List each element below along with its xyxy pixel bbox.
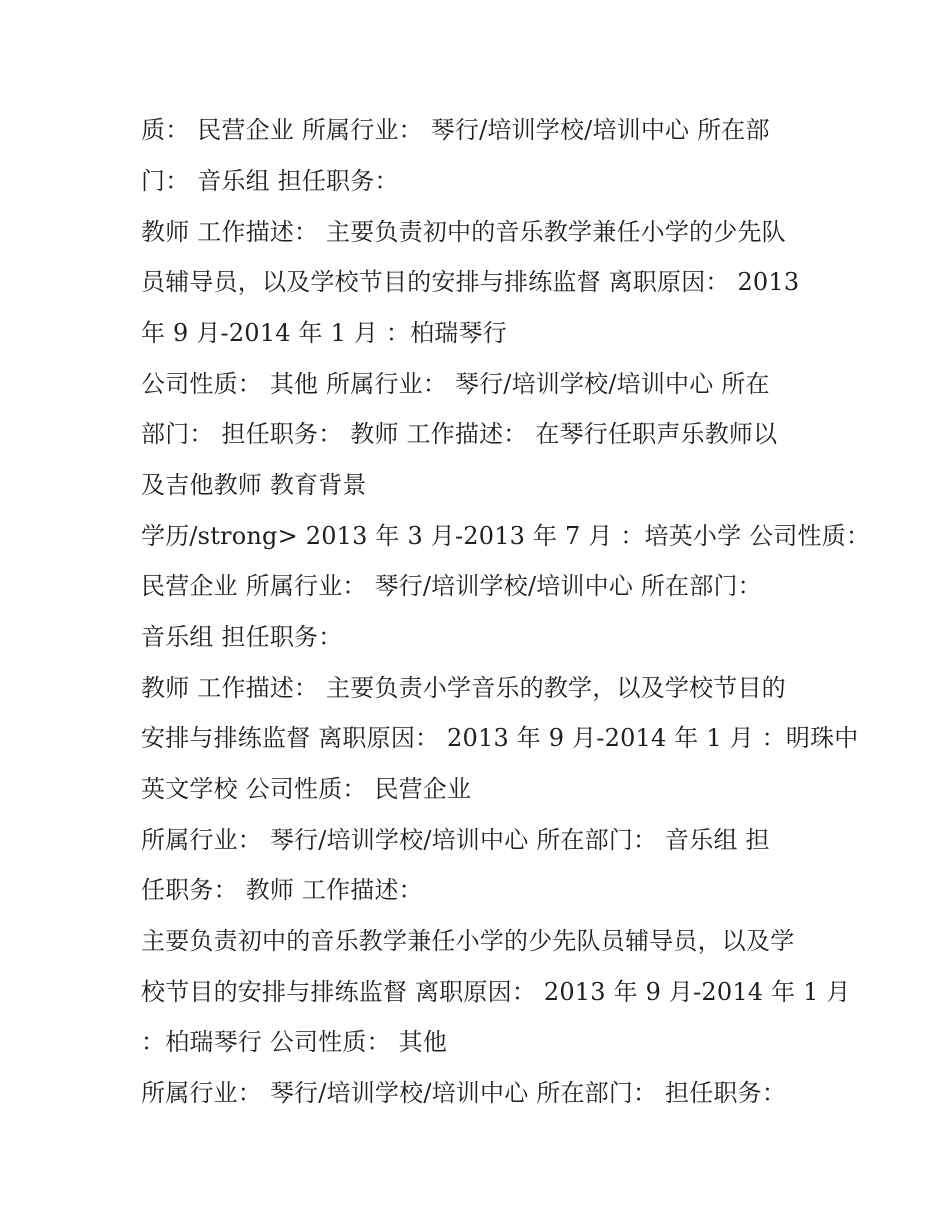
text-line: 所属行业： 琴行/培训学校/培训中心 所在部门： 音乐组 担 (141, 826, 770, 854)
text-line: 民营企业 所属行业： 琴行/培训学校/培训中心 所在部门： (141, 572, 762, 600)
text-line: 教师 工作描述： 主要负责小学音乐的教学，以及学校节目的 (141, 674, 786, 702)
text-line: 所属行业： 琴行/培训学校/培训中心 所在部门： 担任职务： (141, 1079, 787, 1107)
text-line: 年 9 月-2014 年 1 月 ：柏瑞琴行 (141, 319, 507, 347)
text-line: 员辅导员，以及学校节目的安排与排练监督 离职原因： 2013 (141, 268, 800, 296)
text-line: 及吉他教师 教育背景 (141, 471, 367, 499)
text-line: 部门： 担任职务： 教师 工作描述： 在琴行任职声乐教师以 (141, 420, 778, 448)
text-line: 学历/strong> 2013 年 3 月-2013 年 7 月 ：培英小学 公司性质： (141, 522, 871, 550)
text-line: ：柏瑞琴行 公司性质： 其他 (141, 1028, 448, 1056)
text-line: 英文学校 公司性质： 民营企业 (141, 775, 472, 803)
text-line: 安排与排练监督 离职原因： 2013 年 9 月-2014 年 1 月 ：明珠中 (141, 724, 859, 752)
text-line: 质： 民营企业 所属行业： 琴行/培训学校/培训中心 所在部 (141, 116, 770, 144)
text-line: 教师 工作描述： 主要负责初中的音乐教学兼任小学的少先队 (141, 218, 786, 246)
text-line: 校节目的安排与排练监督 离职原因： 2013 年 9 月-2014 年 1 月 (141, 978, 851, 1006)
text-line: 音乐组 担任职务： (141, 623, 343, 651)
text-line: 主要负责初中的音乐教学兼任小学的少先队员辅导员，以及学 (141, 927, 795, 955)
text-line: 公司性质： 其他 所属行业： 琴行/培训学校/培训中心 所在 (141, 370, 770, 398)
text-line: 门： 音乐组 担任职务： (141, 167, 399, 195)
text-line: 任职务： 教师 工作描述： (141, 876, 423, 904)
